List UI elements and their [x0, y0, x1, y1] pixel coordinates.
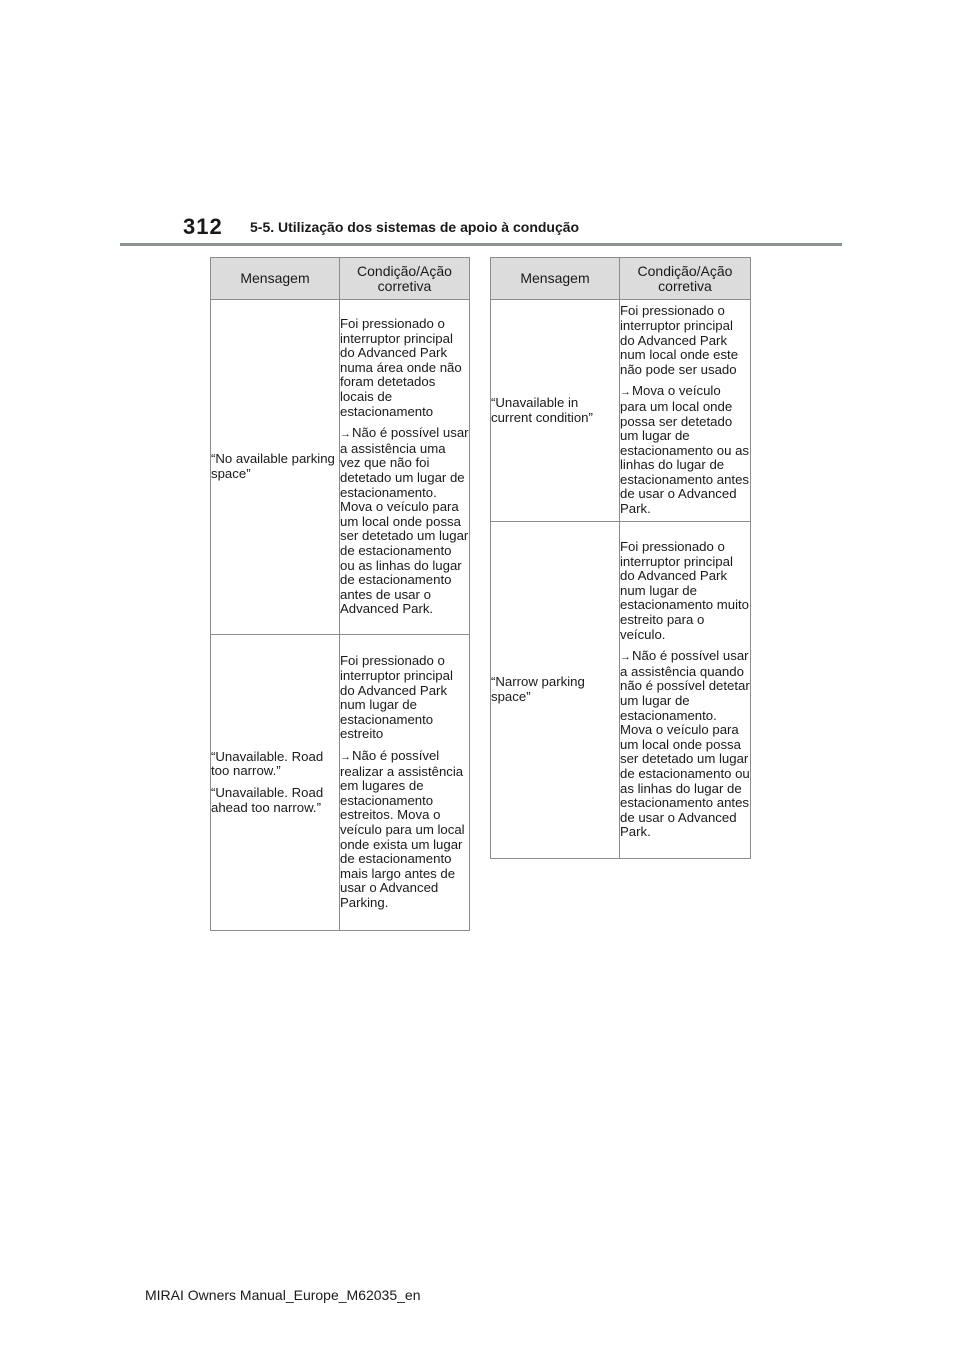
- table-row: [211, 300, 470, 635]
- condition-cell: [340, 300, 470, 635]
- table-row: [211, 635, 470, 931]
- section-title: 5-5. Utilização dos sistemas de apoio à condução: [250, 219, 580, 235]
- header-condition-action: Condição/Ação corretiva: [620, 258, 751, 300]
- message-text: “No available parking space”: [211, 451, 335, 481]
- message-cell: [491, 300, 620, 522]
- message-cell: [211, 635, 340, 931]
- table-header-row: [491, 258, 751, 300]
- action-paragraph: [340, 749, 469, 911]
- message-table-left: [210, 257, 470, 931]
- table-row: [491, 522, 751, 859]
- condition-text: Foi pressionado o interruptor principal do Advanced Park numa área onde não foram detetados locais de estacionamento: [340, 316, 462, 419]
- message-cell: [491, 522, 620, 859]
- condition-text: Foi pressionado o interruptor principal do Advanced Park num lugar de estacionamento muito estreito para o veículo.: [620, 539, 750, 642]
- header-message: Mensagem: [211, 258, 340, 300]
- action-paragraph: [620, 649, 750, 840]
- arrow-right-icon: →: [340, 751, 351, 764]
- header-condition-action: Condição/Ação corretiva: [340, 258, 470, 300]
- message-table-right: [490, 257, 751, 859]
- header-message: Mensagem: [491, 258, 620, 300]
- table-header-row: [211, 258, 470, 300]
- action-text: Não é possível realizar a assistência em lugares de estacionamento estreitos. Mova o veículo para um local onde exista um lugar de estacionamento mais largo antes de usar o Advanced Parking.: [340, 748, 465, 910]
- condition-text: Foi pressionado o interruptor principal do Advanced Park num lugar de estacionamento estreito: [340, 653, 453, 742]
- action-paragraph: [620, 384, 750, 516]
- message-text: “Unavailable in current condition”: [491, 394, 593, 425]
- footer-manual-id: MIRAI Owners Manual_Europe_M62035_en: [145, 1287, 421, 1303]
- action-text: Não é possível usar a assistência uma vez que não foi detetado um lugar de estacionamento. Mova o veículo para um local onde possa ser detetado um lugar de estacionamento ou as linhas do lugar de estacionamento antes de usar o Advanced Park.: [340, 425, 469, 617]
- arrow-right-icon: →: [620, 386, 631, 399]
- action-paragraph: [340, 426, 469, 617]
- table-row: [491, 300, 751, 522]
- message-cell: [211, 300, 340, 635]
- message-text: “Unavailable. Road too narrow.”: [211, 748, 324, 779]
- condition-cell: [340, 635, 470, 931]
- arrow-right-icon: →: [340, 428, 351, 441]
- arrow-right-icon: →: [620, 651, 631, 664]
- message-text: “Unavailable. Road ahead too narrow.”: [211, 785, 324, 815]
- action-text: Mova o veículo para um local onde possa ser detetado um lugar de estacionamento ou as linhas do lugar de estacionamento antes de usar o Advanced Park.: [620, 383, 750, 517]
- header-divider: [120, 243, 842, 246]
- condition-cell: [620, 300, 751, 522]
- message-text: “Narrow parking space”: [491, 674, 585, 704]
- condition-cell: [620, 522, 751, 859]
- condition-text: Foi pressionado o interruptor principal do Advanced Park num local onde este não pode ser usado: [620, 303, 739, 377]
- action-text: Não é possível usar a assistência quando não é possível detetar um lugar de estacionamento. Mova o veículo para um local onde possa ser detetado um lugar de estacionamento ou as linhas do lugar de estacionamento antes de usar o Advanced Park.: [620, 648, 750, 840]
- page-number: 312: [183, 214, 223, 239]
